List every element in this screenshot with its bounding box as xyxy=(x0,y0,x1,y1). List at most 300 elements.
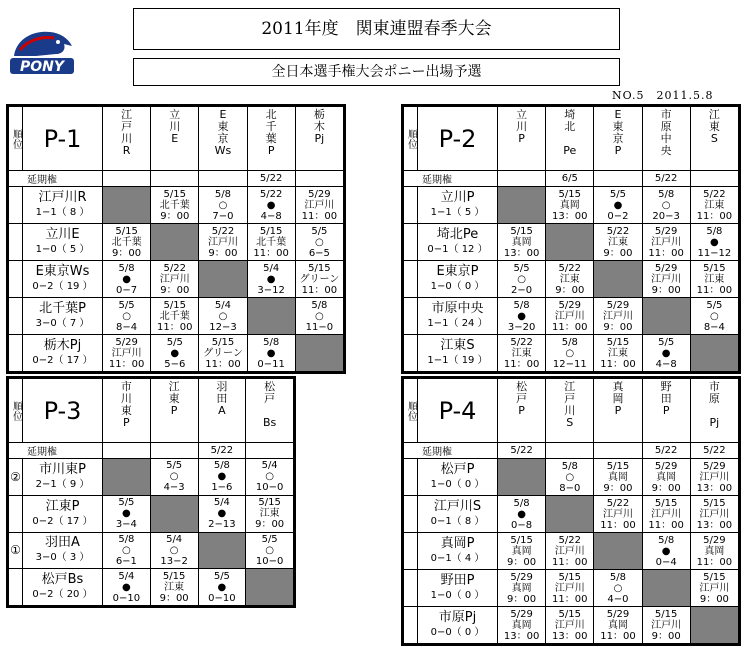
team-row xyxy=(404,261,739,298)
match-venue-or-result: 江戸川 xyxy=(554,582,585,594)
match-cell xyxy=(103,569,151,606)
team-rank xyxy=(404,187,418,224)
match-date: 5/5 xyxy=(261,533,278,545)
match-date: 5/5 xyxy=(513,262,530,274)
match-venue-or-result: 北千葉 xyxy=(159,199,190,211)
match-venue-or-result: ○ xyxy=(315,236,324,248)
column-header-char: 松 xyxy=(516,380,528,393)
column-header-team xyxy=(546,379,594,443)
match-time-or-score: 9：00 xyxy=(651,630,681,642)
match-time-or-score: 13：00 xyxy=(503,247,540,259)
match-cell xyxy=(498,261,546,298)
team-rank xyxy=(9,187,23,224)
match-date: 5/15 xyxy=(606,460,630,472)
team-name: 真岡P xyxy=(440,536,475,551)
postponement-label: 延期権 xyxy=(9,443,103,459)
team-record: 1−0（ 0 ） xyxy=(430,281,485,292)
match-time-or-score: 9：00 xyxy=(555,284,585,296)
match-time-or-score: 7−0 xyxy=(212,210,234,222)
match-venue-or-result: 江戸川 xyxy=(111,347,142,359)
match-venue-or-result: 江東 xyxy=(607,347,628,359)
team-name-cell xyxy=(418,187,498,224)
column-header-char: 北 xyxy=(265,108,277,121)
match-date: 5/29 xyxy=(654,460,678,472)
column-header-char: 羽 xyxy=(216,380,228,393)
match-time-or-score: 11：00 xyxy=(552,556,588,568)
self-match-cell xyxy=(690,335,738,372)
team-row xyxy=(404,459,739,496)
team-name: 市原中央 xyxy=(431,301,484,316)
match-cell xyxy=(150,532,198,569)
match-cell xyxy=(546,459,594,496)
match-date: 5/5 xyxy=(118,299,135,311)
match-venue-or-result: ○ xyxy=(122,544,131,556)
match-time-or-score: 11：00 xyxy=(600,630,636,642)
match-cell xyxy=(151,298,199,335)
team-name: 埼北Pe xyxy=(436,227,479,242)
column-header-char: E xyxy=(171,132,179,145)
match-cell xyxy=(690,298,738,335)
column-header-char: 木 xyxy=(313,120,325,133)
team-rank: ① xyxy=(9,532,23,569)
team-name-cell xyxy=(418,298,498,335)
team-rank xyxy=(9,261,23,298)
match-venue-or-result: ○ xyxy=(710,310,719,322)
match-venue-or-result: 北千葉 xyxy=(159,310,190,322)
team-name: 栃木Pj xyxy=(43,338,82,353)
column-header-char: 戸 xyxy=(564,392,576,405)
team-name: 立川P xyxy=(440,190,475,205)
column-header-char: 岡 xyxy=(612,392,624,405)
column-header-char: 立 xyxy=(516,108,528,121)
match-cell xyxy=(642,335,690,372)
team-name-cell xyxy=(23,298,103,335)
match-venue-or-result: ● xyxy=(217,471,227,483)
column-header-team xyxy=(690,379,738,443)
match-time-or-score: 9：00 xyxy=(255,519,285,531)
column-header-char: 川 xyxy=(120,392,132,405)
match-venue-or-result: ● xyxy=(217,581,227,593)
postponement-date xyxy=(246,443,294,459)
column-header-char: P xyxy=(518,404,525,417)
match-time-or-score: 5−6 xyxy=(164,358,186,370)
postponement-date: 5/22 xyxy=(642,443,690,459)
column-header-char: 東 xyxy=(708,120,720,133)
team-record: 1−1（ 8 ） xyxy=(35,207,90,218)
self-match-cell xyxy=(198,532,246,569)
match-date: 5/29 xyxy=(510,608,533,620)
match-venue-or-result: ○ xyxy=(565,471,575,483)
match-venue-or-result: 真岡 xyxy=(559,199,580,211)
match-cell xyxy=(103,261,151,298)
column-header-char: 田 xyxy=(660,392,672,405)
team-rank xyxy=(9,298,23,335)
match-time-or-score: 11：00 xyxy=(205,358,241,370)
match-date: 5/8 xyxy=(561,336,578,348)
match-venue-or-result: 真岡 xyxy=(511,236,532,248)
match-cell xyxy=(690,187,738,224)
match-venue-or-result: 江東 xyxy=(164,581,185,593)
match-venue-or-result: ● xyxy=(613,199,623,211)
column-header-char: 埼 xyxy=(564,108,576,121)
match-cell xyxy=(594,496,642,533)
column-header-char: P xyxy=(518,132,525,145)
match-cell xyxy=(594,187,642,224)
match-cell xyxy=(498,607,546,644)
match-time-or-score: 9：00 xyxy=(651,482,681,494)
match-cell xyxy=(546,298,594,335)
match-date: 5/29 xyxy=(510,571,533,583)
match-cell xyxy=(546,335,594,372)
match-venue-or-result: ● xyxy=(170,347,180,359)
match-date: 5/15 xyxy=(308,262,331,274)
match-cell xyxy=(546,187,594,224)
match-date: 5/22 xyxy=(163,262,187,274)
column-header-char: 川 xyxy=(516,120,528,133)
column-header-char: 東 xyxy=(217,120,229,133)
match-date: 5/4 xyxy=(118,570,135,582)
team-rank xyxy=(404,261,418,298)
team-row xyxy=(404,187,739,224)
match-date: 5/15 xyxy=(654,608,678,620)
match-date: 5/5 xyxy=(213,570,230,582)
pool-p2-table xyxy=(401,104,741,374)
match-time-or-score: 2−0 xyxy=(511,284,533,296)
match-venue-or-result: ○ xyxy=(613,582,623,594)
match-venue-or-result: 江東 xyxy=(511,347,532,359)
pony-horse-icon xyxy=(6,26,78,78)
match-venue-or-result: 江東 xyxy=(559,273,580,285)
match-time-or-score: 9：00 xyxy=(160,284,190,296)
column-header-char: 田 xyxy=(216,392,228,405)
self-match-cell xyxy=(103,459,151,496)
match-time-or-score: 13：00 xyxy=(696,482,733,494)
self-match-cell xyxy=(151,224,199,261)
pool-name: P-1 xyxy=(23,107,103,171)
column-header-team xyxy=(642,379,690,443)
match-cell xyxy=(594,298,642,335)
team-rank xyxy=(9,224,23,261)
match-cell xyxy=(690,533,738,570)
match-date: 5/5 xyxy=(118,497,135,509)
postponement-date xyxy=(546,443,594,459)
match-venue-or-result: ● xyxy=(122,581,131,593)
match-cell xyxy=(642,496,690,533)
match-date: 5/15 xyxy=(510,225,533,237)
team-name: 市原Pj xyxy=(438,610,477,625)
match-date: 5/29 xyxy=(606,608,630,620)
match-cell xyxy=(199,298,247,335)
column-header-char: 市 xyxy=(120,380,132,393)
team-row xyxy=(404,570,739,607)
match-cell xyxy=(498,533,546,570)
self-match-cell xyxy=(498,187,546,224)
match-time-or-score: 11：00 xyxy=(503,358,540,370)
match-date: 5/8 xyxy=(214,188,232,200)
column-header-char: 北 xyxy=(564,120,576,133)
match-time-or-score: 11：00 xyxy=(696,284,733,296)
team-record: 2−1（ 9 ） xyxy=(35,478,90,490)
team-row xyxy=(9,187,344,224)
match-cell xyxy=(498,335,546,372)
column-header-char: 東 xyxy=(168,392,180,405)
match-time-or-score: 4−3 xyxy=(163,482,185,494)
match-date: 5/8 xyxy=(118,262,135,274)
match-date: 5/8 xyxy=(658,188,675,200)
match-date: 5/22 xyxy=(606,225,630,237)
team-rank: ② xyxy=(9,459,23,496)
match-cell xyxy=(295,224,343,261)
column-header-char: 原 xyxy=(660,120,672,133)
match-venue-or-result: ○ xyxy=(265,471,274,483)
match-time-or-score: 0−11 xyxy=(257,358,285,370)
match-venue-or-result: 江戸川 xyxy=(651,619,682,631)
match-time-or-score: 0−7 xyxy=(116,284,138,296)
team-name-cell xyxy=(23,224,103,261)
match-time-or-score: 1−6 xyxy=(211,482,233,494)
team-row xyxy=(9,459,294,496)
team-name-cell xyxy=(418,224,498,261)
match-time-or-score: 0−10 xyxy=(112,592,141,604)
match-cell xyxy=(594,224,642,261)
pool-p3-table xyxy=(6,376,296,608)
column-header-char: 葉 xyxy=(265,132,277,145)
match-date: 5/15 xyxy=(163,188,187,200)
match-date: 5/15 xyxy=(703,497,726,509)
team-name: 松戸P xyxy=(440,462,475,477)
match-date: 5/22 xyxy=(211,225,235,237)
column-header-char: 真 xyxy=(612,380,624,393)
match-time-or-score: 11：00 xyxy=(600,358,636,370)
column-header-char: S xyxy=(710,132,718,145)
match-time-or-score: 6−5 xyxy=(308,247,330,259)
postponement-date xyxy=(103,171,151,187)
postponement-label: 延期権 xyxy=(9,171,103,187)
match-venue-or-result: ○ xyxy=(265,544,274,556)
column-header-char: 央 xyxy=(660,144,672,157)
team-name-cell xyxy=(23,187,103,224)
match-venue-or-result: 真岡 xyxy=(511,582,532,594)
match-venue-or-result: 江戸川 xyxy=(651,508,682,520)
team-name: 松戸Bs xyxy=(41,572,84,588)
match-time-or-score: 13：00 xyxy=(696,519,733,531)
column-header-char: 東 xyxy=(612,120,624,133)
match-time-or-score: 10−0 xyxy=(255,482,284,494)
match-time-or-score: 9：00 xyxy=(159,592,189,604)
match-date: 5/15 xyxy=(258,497,281,509)
match-date: 5/5 xyxy=(311,225,328,237)
match-time-or-score: 11−12 xyxy=(697,247,732,259)
match-time-or-score: 11：00 xyxy=(108,358,145,370)
postponement-date xyxy=(498,171,546,187)
match-venue-or-result: ● xyxy=(122,273,131,285)
match-time-or-score: 8−4 xyxy=(703,321,725,333)
match-date: 5/4 xyxy=(213,497,230,509)
match-date: 5/5 xyxy=(609,188,627,200)
team-name: E東京P xyxy=(436,264,479,279)
match-venue-or-result: 真岡 xyxy=(607,471,628,483)
postponement-date: 5/22 xyxy=(247,171,295,187)
match-time-or-score: 11：00 xyxy=(696,210,733,222)
postponement-label: 延期権 xyxy=(404,171,498,187)
match-venue-or-result: グリーン xyxy=(203,347,243,359)
match-cell xyxy=(103,532,151,569)
self-match-cell xyxy=(247,298,295,335)
team-row xyxy=(404,533,739,570)
team-record: 1−0（ 0 ） xyxy=(430,590,485,601)
team-name: 江戸川R xyxy=(38,190,87,205)
match-venue-or-result: ○ xyxy=(661,199,671,211)
match-venue-or-result: 北千葉 xyxy=(256,236,287,248)
column-header-team xyxy=(498,379,546,443)
column-header-char: 中 xyxy=(660,132,672,145)
team-rank xyxy=(404,459,418,496)
page-title: 2011年度 関東連盟春季大会 xyxy=(133,8,620,50)
match-venue-or-result: 江戸川 xyxy=(304,199,335,211)
match-time-or-score: 9：00 xyxy=(699,593,729,605)
column-header-char: 京 xyxy=(217,132,229,145)
match-cell xyxy=(642,607,690,644)
column-header-char: 江 xyxy=(168,380,180,393)
match-venue-or-result: 江戸川 xyxy=(554,310,585,322)
postponement-date xyxy=(150,443,198,459)
match-venue-or-result: ● xyxy=(266,347,276,359)
column-header-char: Ws xyxy=(214,144,232,157)
postponement-date xyxy=(103,443,151,459)
team-rank xyxy=(404,533,418,570)
postponement-date: 6/5 xyxy=(546,171,594,187)
match-date: 5/8 xyxy=(213,460,230,472)
column-header-char: P xyxy=(614,404,622,417)
match-date: 5/4 xyxy=(263,262,280,274)
match-cell xyxy=(295,298,343,335)
match-venue-or-result: ● xyxy=(266,273,276,285)
match-date: 5/4 xyxy=(166,533,183,545)
match-date: 5/15 xyxy=(703,262,726,274)
match-cell xyxy=(642,459,690,496)
column-header-team xyxy=(199,107,247,171)
column-header-char: Pj xyxy=(709,416,720,429)
column-header-char: P xyxy=(267,144,275,157)
match-time-or-score: 9：00 xyxy=(651,284,681,296)
match-venue-or-result: 江戸川 xyxy=(699,582,730,594)
self-match-cell xyxy=(546,224,594,261)
match-cell xyxy=(546,570,594,607)
page-subtitle: 全日本選手権大会ポニー出場予選 xyxy=(133,58,620,86)
match-date: 5/8 xyxy=(609,571,627,583)
team-record: 0−2（ 17 ） xyxy=(32,515,93,527)
match-venue-or-result: ○ xyxy=(169,471,179,483)
match-time-or-score: 0−8 xyxy=(511,519,533,531)
column-header-char: R xyxy=(122,144,131,157)
match-date: 5/15 xyxy=(115,225,138,237)
self-match-cell xyxy=(199,261,247,298)
match-time-or-score: 12−11 xyxy=(552,358,587,370)
postponement-date xyxy=(199,171,247,187)
rank-header: 順位 xyxy=(404,107,418,171)
match-venue-or-result: ● xyxy=(710,236,719,248)
match-time-or-score: 6−1 xyxy=(115,555,137,567)
match-cell xyxy=(199,187,247,224)
match-date: 5/4 xyxy=(214,299,232,311)
match-cell xyxy=(690,224,738,261)
column-header-char: P xyxy=(662,404,670,417)
match-venue-or-result: ○ xyxy=(169,544,179,556)
match-cell xyxy=(103,224,151,261)
match-cell xyxy=(199,335,247,372)
match-date: 5/5 xyxy=(166,460,183,472)
column-header-char: Bs xyxy=(262,416,277,429)
column-header-team xyxy=(103,107,151,171)
match-cell xyxy=(247,261,295,298)
match-cell xyxy=(594,607,642,644)
match-date: 5/8 xyxy=(658,534,675,546)
match-time-or-score: 11：00 xyxy=(552,321,588,333)
match-venue-or-result: ○ xyxy=(122,310,131,322)
match-cell xyxy=(198,569,246,606)
match-date: 5/8 xyxy=(118,533,135,545)
column-header-char: S xyxy=(566,416,574,429)
team-name: 野田P xyxy=(440,573,475,588)
match-date: 5/22 xyxy=(703,188,726,200)
team-name: 江東S xyxy=(440,338,475,353)
match-time-or-score: 9：00 xyxy=(507,556,537,568)
match-venue-or-result: 江戸川 xyxy=(554,619,585,631)
match-venue-or-result: ● xyxy=(517,310,526,322)
team-rank xyxy=(404,570,418,607)
column-header-team xyxy=(498,107,546,171)
match-date: 5/29 xyxy=(703,534,726,546)
match-venue-or-result: 真岡 xyxy=(511,545,532,557)
match-cell xyxy=(642,533,690,570)
match-date: 5/15 xyxy=(558,571,582,583)
postponement-date: 5/22 xyxy=(198,443,246,459)
column-header-char: 戸 xyxy=(121,120,133,133)
match-venue-or-result: 江東 xyxy=(704,199,725,211)
self-match-cell xyxy=(690,607,738,644)
column-header-team xyxy=(594,107,642,171)
match-time-or-score: 9：00 xyxy=(603,482,633,494)
column-header-char: 松 xyxy=(264,380,276,393)
match-date: 5/15 xyxy=(558,188,582,200)
match-date: 5/15 xyxy=(703,571,726,583)
team-record: 0−2（ 19 ） xyxy=(32,281,93,292)
team-name: 羽田A xyxy=(45,535,80,551)
team-record: 1−0（ 5 ） xyxy=(35,244,90,255)
match-cell xyxy=(246,532,294,569)
match-cell xyxy=(246,495,294,532)
match-time-or-score: 0−2 xyxy=(607,210,629,222)
match-venue-or-result: 北千葉 xyxy=(111,236,142,248)
column-header-char: P xyxy=(123,416,130,429)
team-row xyxy=(9,569,294,606)
team-record: 1−1（ 24 ） xyxy=(427,318,488,329)
column-header-char: E xyxy=(614,108,622,121)
column-header-char: A xyxy=(218,404,226,417)
team-name-cell xyxy=(418,261,498,298)
match-date: 5/22 xyxy=(558,534,582,546)
match-date: 5/15 xyxy=(654,497,678,509)
match-venue-or-result: 真岡 xyxy=(704,545,725,557)
match-time-or-score: 13：00 xyxy=(552,210,588,222)
match-cell xyxy=(690,261,738,298)
column-header-char: 野 xyxy=(660,380,672,393)
match-time-or-score: 11−0 xyxy=(305,321,334,333)
team-name-cell xyxy=(418,496,498,533)
column-header-char: 市 xyxy=(660,108,672,121)
team-name: 江東P xyxy=(45,498,80,514)
team-row xyxy=(9,335,344,372)
